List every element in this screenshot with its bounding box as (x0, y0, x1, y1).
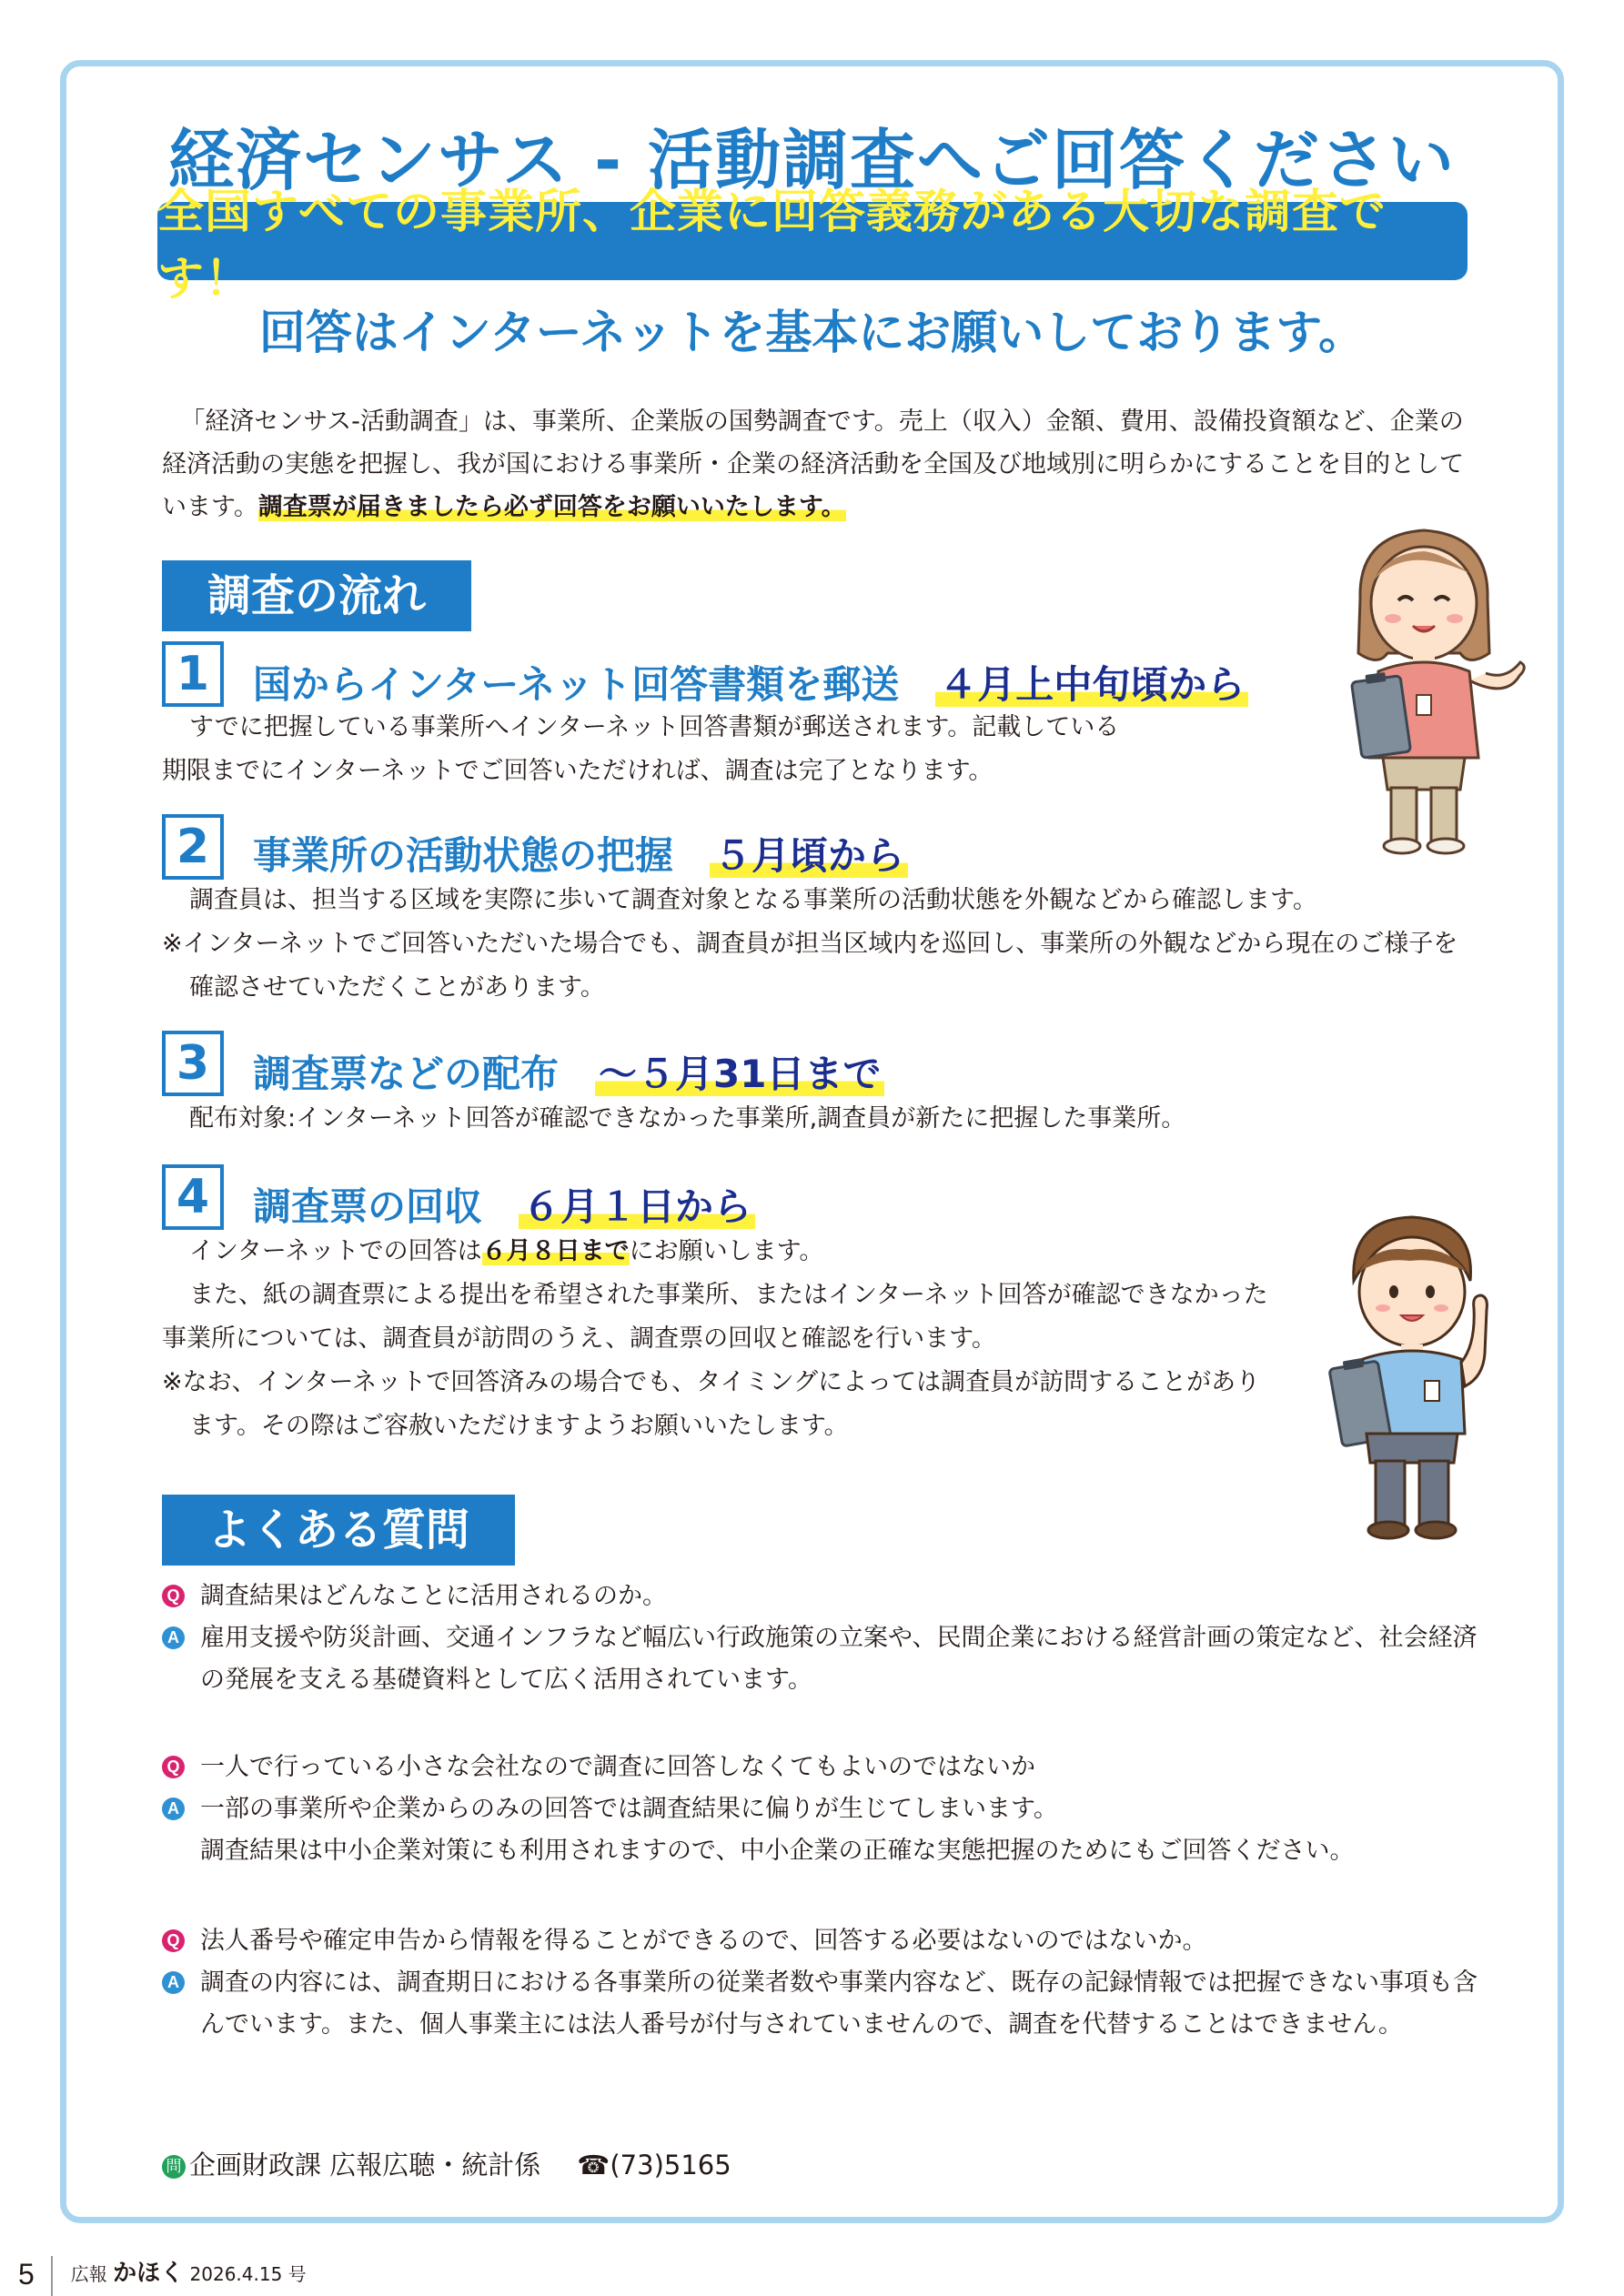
intro-highlight: 調査票が届きましたら必ず回答をお願いいたします。 (257, 493, 846, 521)
faq-question-2-text: 一人で行っている小さな会社なので調査に回答しなくてもよいのではないか (200, 1753, 1035, 1781)
faq-answer-2-line-1: 一部の事業所や企業からのみの回答では調査結果に偏りが生じてしまいます。 (200, 1795, 1058, 1823)
step-4-when: ６月１日から (519, 1184, 755, 1229)
faq-answer-3 (162, 1962, 1481, 2046)
step-2-when: ５月頃から (710, 833, 908, 878)
mandatory-banner (157, 186, 1468, 307)
step-3-line-1: 配布対象:インターネット回答が確認できなかった事業所,調査員が新たに把握した事業所。 (189, 1104, 1186, 1133)
phone-icon: ☎ (577, 2150, 610, 2180)
page-number: 5 (18, 2258, 35, 2291)
step-3-number: 3 (162, 1031, 224, 1096)
faq-question-1 (162, 1576, 1481, 1617)
magazine-prefix: 広報 (70, 2263, 107, 2285)
page-frame (60, 60, 1564, 2223)
man-with-clipboard-illustration (1319, 1208, 1506, 1545)
intro-paragraph (162, 400, 1472, 529)
faq-question-3 (162, 1920, 1481, 1962)
footer-divider (51, 2256, 53, 2296)
faq-item-2 (162, 1747, 1481, 1872)
faq-item-1 (162, 1576, 1481, 1701)
step-1-title-text: 国からインターネット回答書類を郵送 (253, 662, 900, 707)
faq-heading: よくある質問 (162, 1495, 515, 1566)
step-4-line-2: また、紙の調査票による提出を希望された事業所、またはインターネット回答が確認できなかった事業所については、調査員が訪問のうえ、調査票の回収と確認を行います。 (162, 1281, 1268, 1353)
q-icon: Q (162, 1585, 185, 1607)
step-2-title (253, 826, 908, 881)
faq-answer-2-line-2: 調査結果は中小企業対策にも利用されますので、中小企業の正確な実態把握のためにもご回答ください。 (200, 1837, 1355, 1865)
step-1-title (253, 655, 1248, 710)
inquiry-icon: 問 (162, 2155, 186, 2179)
step-1-number: 1 (162, 641, 224, 707)
step-2-number: 2 (162, 814, 224, 880)
faq-item-3 (162, 1920, 1481, 2046)
step-1-when: ４月上中旬頃から (935, 662, 1248, 707)
step-4-body (162, 1230, 1281, 1448)
step-3-when: ～５月31日まで (595, 1052, 884, 1096)
a-icon: A (162, 1626, 185, 1649)
intro-text: 「経済センサス-活動調査」は、事業所、企業版の国勢調査です。売上（収入）金額、費用、設備投資額など、企業の経済活動の実態を把握し、我が国における事業所・企業の経済活動を全国及び地域別に明らかにすることを目的としています。 (162, 408, 1464, 521)
woman-with-clipboard-illustration (1333, 517, 1533, 858)
issue-date: 2026.4.15 号 (189, 2263, 307, 2285)
a-icon: A (162, 1971, 185, 1994)
step-4-line-1-pre: インターネットでの回答は (189, 1237, 482, 1265)
step-2-title-text: 事業所の活動状態の把握 (253, 833, 674, 878)
step-2-line-1: 調査員は、担当する区域を実際に歩いて調査対象となる事業所の活動状態を外観などから確認します。 (189, 886, 1317, 914)
banner-text: 全国すべての事業所、企業に回答義務がある大切な調査です！ (157, 186, 1387, 307)
page-footer (18, 2254, 307, 2291)
contact-phone[interactable]: (73)5165 (610, 2150, 731, 2180)
step-3-title-text: 調査票などの配布 (253, 1052, 560, 1096)
faq-question-1-text: 調査結果はどんなことに活用されるのか。 (200, 1582, 667, 1610)
faq-question-3-text: 法人番号や確定申告から情報を得ることができるので、回答する必要はないのではないか。 (200, 1927, 1207, 1955)
step-1-line-1: すでに把握している事業所へインターネット回答書類が郵送されます。記載している (189, 713, 1120, 741)
step-4-title-text: 調査票の回収 (253, 1184, 483, 1229)
step-4-title (253, 1177, 755, 1232)
step-4-line-1 (162, 1230, 1281, 1274)
step-4-line-1-post: にお願いします。 (629, 1237, 824, 1265)
step-4-note: ※なお、インターネットで回答済みの場合でも、タイミングによっては調査員が訪問することがあります。その際はご容赦いただけますようお願いいたします。 (162, 1368, 1261, 1440)
q-icon: Q (162, 1929, 185, 1952)
step-2-body (162, 879, 1481, 1010)
contact-department: 企画財政課 広報広聴・統計係 (189, 2150, 541, 2180)
q-icon: Q (162, 1756, 185, 1778)
deadline-highlight: ６月８日まで (481, 1237, 630, 1265)
faq-answer-1 (162, 1617, 1481, 1701)
subtitle: 回答はインターネットを基本にお願いしております。 (258, 307, 1366, 360)
faq-answer-3-text: 調査の内容には、調査期日における各事業所の従業者数や事業内容など、既存の記録情報では把握できない事項も含んでいます。また、個人事業主には法人番号が付与されていませんので、調査を代替することはできません。 (200, 1969, 1478, 2039)
step-1-body (162, 706, 1481, 793)
contact-info (162, 2145, 731, 2182)
step-3-body (162, 1097, 1481, 1141)
flow-heading: 調査の流れ (162, 560, 471, 631)
magazine-name (70, 2260, 307, 2287)
faq-question-2 (162, 1747, 1481, 1788)
step-2-note: ※インターネットでご回答いただいた場合でも、調査員が担当区域内を巡回し、事業所の外観などから現在のご様子を確認させていただくことがあります。 (162, 930, 1458, 1002)
step-3-title (253, 1044, 884, 1099)
page-title: 経済センサス - 活動調査へご回答ください (167, 122, 1457, 198)
step-4-number: 4 (162, 1164, 224, 1230)
step-1-line-2: 期限までにインターネットでご回答いただければ、調査は完了となります。 (162, 757, 994, 785)
faq-answer-2 (162, 1788, 1481, 1872)
faq-answer-1-text: 雇用支援や防災計画、交通インフラなど幅広い行政施策の立案や、民間企業における経営計画の策定など、社会経済の発展を支える基礎資料として広く活用されています。 (200, 1624, 1478, 1694)
magazine-title: かほく (113, 2260, 185, 2287)
a-icon: A (162, 1798, 185, 1820)
